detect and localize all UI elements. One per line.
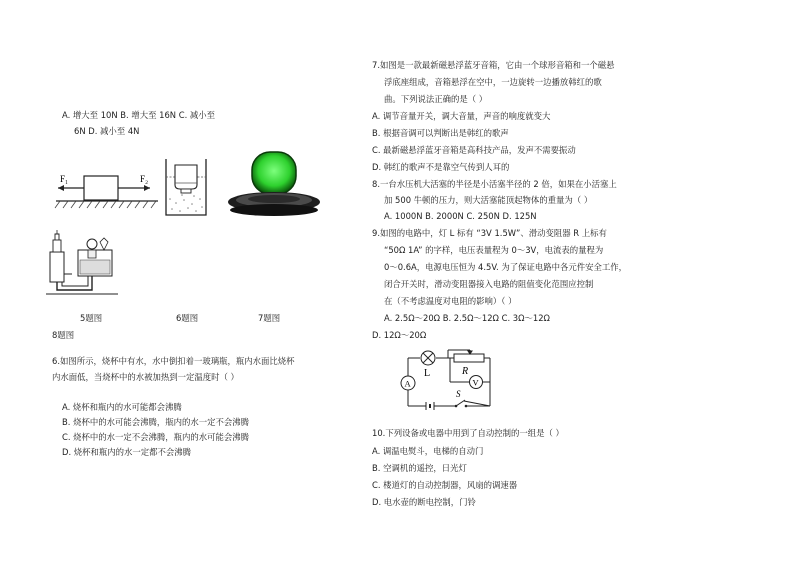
q9-stem-line4: 闭合开关时，滑动变阻器接入电路的阻值变化范围应控制 [384, 279, 594, 289]
figure-6-beaker-bottle [160, 155, 212, 221]
q7-option-c: C. 最新磁悬浮蓝牙音箱是高科技产品，发声不需要振动 [372, 145, 576, 155]
circuit-label-voltmeter: V [472, 377, 479, 388]
q6-stem-line2: 内水面低，当烧杯中的水被加热到一定温度时（ ） [52, 372, 239, 382]
fig-caption-7: 7题图 [258, 313, 281, 323]
q6-option-a: A. 烧杯和瓶内的水可能都会沸腾 [62, 402, 182, 412]
q5-options-line2: 6N D. 减小至 4N [74, 126, 140, 136]
q8-stem-line2: 加 500 牛顿的压力，则大活塞能顶起物体的重量为（ ） [384, 195, 593, 205]
force-label-f1: F₁ [60, 174, 69, 184]
q9-stem-line3: 0～0.6A，电源电压恒为 4.5V. 为了保证电路中各元件安全工作， [384, 262, 627, 272]
fig-caption-5: 5题图 [80, 313, 103, 323]
q9-stem-line5: 在（不考虑温度对电阻的影响）（ ） [384, 296, 517, 306]
q8-stem-line1: 8.一台水压机大活塞的半径是小活塞半径的 2 倍，如果在小活塞上 [372, 179, 617, 189]
q9-options-line2: D. 12Ω～20Ω [372, 330, 427, 340]
circuit-label-switch: S [456, 389, 461, 399]
q10-stem: 10.下列设备或电器中用到了自动控制的一组是（ ） [372, 428, 564, 438]
q10-option-b: B. 空调机的遥控，日光灯 [372, 463, 467, 473]
q6-option-c: C. 烧杯中的水一定不会沸腾，瓶内的水可能会沸腾 [62, 432, 250, 442]
q10-option-c: C. 楼道灯的自动控制器，风扇的调速器 [372, 480, 518, 490]
q6-option-d: D. 烧杯和瓶内的水一定都不会沸腾 [62, 447, 192, 457]
figure-9-circuit [398, 346, 498, 412]
q9-stem-line1: 9.如图的电路中，灯 L 标有 “3V 1.5W”、滑动变阻器 R 上标有 [372, 228, 607, 238]
q7-option-d: D. 韩红的歌声不是靠空气传到人耳的 [372, 162, 510, 172]
figure-8-apparatus [44, 228, 120, 298]
fig-caption-8: 8题图 [52, 330, 75, 340]
q10-option-d: D. 电水壶的断电控制，门铃 [372, 497, 476, 507]
force-label-f2: F₂ [140, 174, 149, 184]
figure-7-maglev-speaker [222, 150, 328, 220]
q8-options: A. 1000N B. 2000N C. 250N D. 125N [384, 211, 537, 221]
fig-caption-6: 6题图 [176, 313, 199, 323]
q6-option-b: B. 烧杯中的水可能会沸腾，瓶内的水一定不会沸腾 [62, 417, 249, 427]
q7-stem-line1: 7.如图是一款最新磁悬浮蓝牙音箱，它由一个球形音箱和一个磁悬 [372, 60, 615, 70]
circuit-label-rheostat: R [462, 366, 469, 377]
circuit-label-lamp: L [424, 368, 431, 379]
q6-stem-line1: 6.如图所示，烧杯中有水，水中倒扣着一玻璃瓶，瓶内水面比烧杯 [52, 356, 295, 366]
q7-option-a: A. 调节音量开关，调大音量，声音的响度就变大 [372, 111, 551, 121]
q10-option-a: A. 调温电熨斗，电梯的自动门 [372, 446, 484, 456]
figure-5-block-forces [54, 164, 160, 214]
circuit-label-ammeter: A [404, 378, 411, 389]
q5-options-line1: A. 增大至 10N B. 增大至 16N C. 减小至 [62, 110, 216, 120]
q9-stem-line2: “50Ω 1A” 的字样，电压表量程为 0～3V，电流表的量程为 [384, 245, 604, 255]
q9-options-line1: A. 2.5Ω～20Ω B. 2.5Ω～12Ω C. 3Ω～12Ω [384, 313, 550, 323]
q7-stem-line3: 曲。下列说法正确的是（ ） [384, 94, 488, 104]
q7-option-b: B. 根据音调可以判断出是韩红的歌声 [372, 128, 509, 138]
q7-stem-line2: 浮底座组成，音箱悬浮在空中，一边旋转一边播放韩红的歌 [384, 77, 602, 87]
